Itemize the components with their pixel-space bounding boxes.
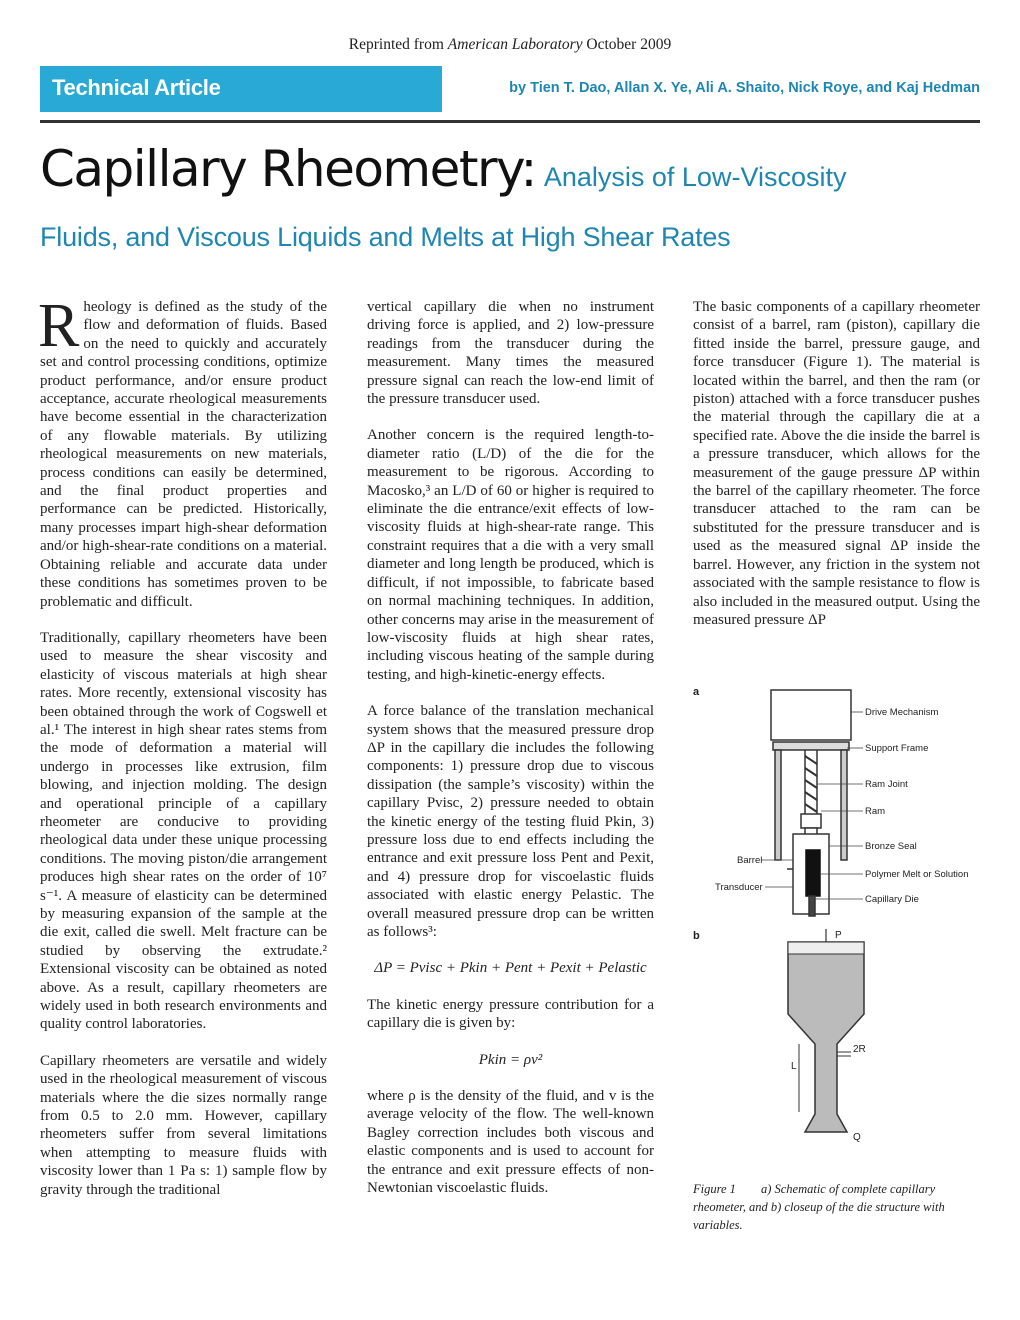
label-support-frame: Support Frame bbox=[865, 743, 929, 754]
panel-a-label: a bbox=[693, 686, 700, 698]
drop-cap: R bbox=[38, 292, 80, 360]
author-line: by Tien T. Dao, Allan X. Ye, Ali A. Shaito, Nick Roye, and Kaj Hedman bbox=[509, 80, 980, 96]
paragraph-versatile: Capillary rheometers are versatile and widely used in the rheological measurement of viscous materials where the die sizes normally range from 0.5 to 2.0 mm. However, capillary rheometers suffer from several limitations when attempting to measure fluids with viscosity lower than 1 Pa s: 1) sample flow by gravity through the traditional bbox=[40, 1052, 327, 1198]
paragraph-components: The basic components of a capillary rheometer consist of a barrel, ram (piston), capillary die fitted inside the barrel, pressure gauge, and force transducer (Figure 1). The material is located within the barrel, and then the ram (or piston) attached with a force transducer pushes the material through the capillary die at a specified rate. Above the die inside the barrel is a pressure transducer, which allows for the measurement of the gauge pressure ΔP within the barrel of the capillary rheometer. The force transducer attached to the ram can be substituted for the pressure transducer and is used as the measured signal ΔP inside the barrel. However, any friction in the system not associated with the sample resistance to flow is also included in the measured output. Using the measured pressure ΔP bbox=[693, 299, 980, 628]
section-tag bbox=[40, 66, 442, 112]
rheometer-schematic bbox=[693, 684, 980, 1154]
article-title bbox=[40, 140, 980, 198]
caption-label: Figure 1 bbox=[693, 1182, 736, 1196]
paragraph-die: vertical capillary die when no instrument driving force is applied, and 2) low-pressure readings from the transducer during the measurement. Many times the measured pressure signal can reach the low-end limit of the pressure transducer used. bbox=[367, 299, 654, 408]
label-q: Q bbox=[853, 1132, 861, 1143]
paragraph-traditional: Traditionally, capillary rheometers have been used to measure the shear viscosity and elasticity of viscous materials at high shear rates. More recently, extensional viscosity has been obtained through the work of Cogswell et al.¹ The interest in high shear rates stems from the mode of deformation a material will undergo in processes like extrusion, film blowing, and injection molding. The design and operational principle of a capillary rheometer are conducive to providing rheological data under these unique processing conditions. The moving piston/die arrangement produces high shear rates on the order of 10⁷ s⁻¹. A measure of elasticity can be determined by measuring expansion of the sample at the die exit, called die swell. Melt fracture can be studied by observing the extrudate.² Extensional viscosity can be obtained as noted above. As a result, capillary rheometers are widely used in both research environments and quality control laboratories. bbox=[40, 629, 327, 1033]
label-drive-mechanism: Drive Mechanism bbox=[865, 707, 939, 718]
label-p: P bbox=[835, 930, 842, 941]
paragraph-density: where ρ is the density of the fluid, and v is the average velocity of the flow. The well-known Bagley correction includes both viscous and elastic components and is used to account for the entrance and exit pressure effects of non-Newtonian viscoelastic fluids. bbox=[367, 1088, 654, 1197]
label-ram-joint: Ram Joint bbox=[865, 779, 908, 790]
figure-1 bbox=[693, 684, 980, 1154]
reprint-journal: American Laboratory bbox=[447, 36, 583, 53]
label-ram: Ram bbox=[865, 806, 886, 817]
header-rule bbox=[40, 120, 980, 123]
title-sub-line2: Fluids, and Viscous Liquids and Melts at High Shear Rates bbox=[40, 222, 731, 252]
label-l: L bbox=[791, 1061, 797, 1072]
label-2r: 2R bbox=[853, 1044, 866, 1055]
figure-caption bbox=[693, 1180, 980, 1234]
paragraph-ld-ratio: Another concern is the required length-to-diameter ratio (L/D) of the die for the measurement to be rigorous. According to Macosko,³ an L/D of 60 or higher is required to eliminate the die entrance/exit effects of low-viscosity fluids at high-shear-rate range. This constraint requires that a die with a very small diameter and long length be produced, which is difficult, if not impossible, to fabricate based on normal machining techniques. In addition, other concerns may arise in the measurement of low-viscosity fluids at high shear rates, including viscous heating of the sample during testing, and high-kinetic-energy effects. bbox=[367, 427, 654, 683]
label-barrel: Barrel bbox=[737, 855, 763, 866]
paragraph-intro-text: heology is defined as the study of the flow and deformation of fluids. Based on the need to quickly and accurately set and control processing conditions, optimize product performance, and/or ensure product acceptance, accurate rheological measurements have become essential in the characterization of any flowable materials. By utilizing rheological measurements on new materials, process conditions can easily be determined, and the final product properties and performance can be predicted. Historically, many processes impart high-shear deformation and/or high-shear-rate conditions on a material. Obtaining reliable and accurate data under these conditions has sometimes proven to be problematic and difficult. bbox=[40, 299, 327, 610]
schematic-b bbox=[788, 929, 864, 1132]
caption-text: a) Schematic of complete capillary rheometer, and b) closeup of the die structure with variables. bbox=[693, 1182, 945, 1232]
column-3 bbox=[693, 298, 980, 629]
column-1 bbox=[38, 292, 327, 1199]
column-2 bbox=[367, 298, 654, 1197]
label-transducer: Transducer bbox=[715, 882, 763, 893]
paragraph-intro bbox=[38, 292, 327, 611]
schematic-a bbox=[771, 690, 851, 916]
label-capillary-die: Capillary Die bbox=[865, 894, 919, 905]
title-sub-line1: Analysis of Low-Viscosity bbox=[543, 162, 847, 192]
panel-b-label: b bbox=[693, 930, 700, 942]
paragraph-kinetic: The kinetic energy pressure contribution for a capillary die is given by: bbox=[367, 996, 654, 1032]
reprint-line bbox=[0, 36, 1020, 54]
label-bronze-seal: Bronze Seal bbox=[865, 841, 917, 852]
equation-pressure-drop: ΔP = Pvisc + Pkin + Pent + Pexit + Pelastic bbox=[374, 960, 647, 977]
title-main: Capillary Rheometry: bbox=[40, 140, 536, 198]
equation-kinetic: Pkin = ρv² bbox=[478, 1051, 543, 1068]
section-tag-label: Technical Article bbox=[52, 75, 221, 100]
reprint-date: October 2009 bbox=[586, 36, 672, 53]
paragraph-force-balance: A force balance of the translation mechanical system shows that the measured pressure drop ΔP in the capillary die includes the following components: 1) pressure drop due to viscous dissipation (the sample’s viscosity) within the capillary Pvisc, 2) pressure needed to obtain the kinetic energy of the testing fluid Pkin, 3) pressure loss due to end effects including the entrance and exit pressure loss Pent and Pexit, and 4) pressure drop for viscoelastic fluids associated with elastic energy Pelastic. The overall measured pressure drop can be written as follows³: bbox=[367, 703, 654, 940]
label-polymer-melt: Polymer Melt or Solution bbox=[865, 869, 969, 880]
reprint-prefix: Reprinted from bbox=[348, 36, 444, 53]
